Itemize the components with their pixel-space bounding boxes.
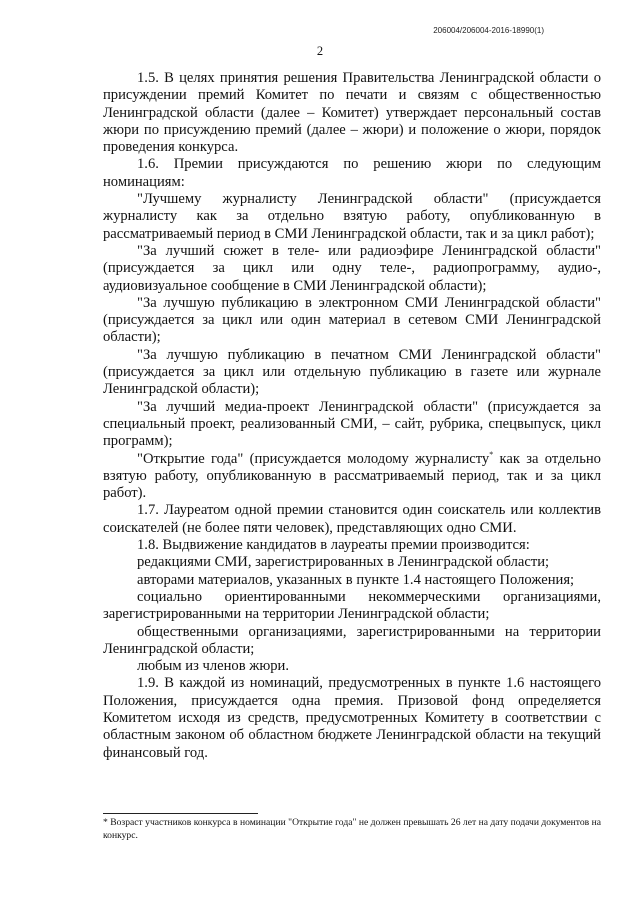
- document-body: [103, 70, 601, 762]
- document-id: 206004/206004-2016-18990(1): [433, 26, 544, 35]
- paragraph-1-5: 1.5. В целях принятия решения Правительства Ленинградской области о присуждении премий Комитет по печати и связям с общественностью Ленинградской области (далее – Комитет) утверждает персональный состав жюри по присуждению премий (далее – жюри) и положение о жюри, порядок проведения конкурса.: [103, 70, 601, 156]
- nomination-best-media-project: "За лучший медиа-проект Ленинградской области" (присуждается за специальный проект, реализованный СМИ, – сайт, рубрика, спецвыпуск, цикл программ);: [103, 398, 601, 450]
- discovery-text-after: как за отдельно взятую работу, опубликованную в рассматриваемый период, так и за цикл работ).: [103, 450, 601, 502]
- nominator-public-organizations: общественными организациями, зарегистрированными на территории Ленинградской области;: [103, 623, 601, 657]
- discovery-text-before: "Открытие года" (присуждается молодому журналисту: [137, 450, 490, 467]
- nominator-jury-member: любым из членов жюри.: [137, 658, 290, 675]
- nomination-discovery-of-year: [103, 451, 601, 503]
- paragraph-1-8: 1.8. Выдвижение кандидатов в лауреаты премии производится:: [137, 537, 530, 554]
- page-number: 2: [316, 44, 324, 58]
- nomination-best-online-publication: "За лучшую публикацию в электронном СМИ Ленинградской области" (присуждается за цикл или один материал в сетевом СМИ Ленинградской области);: [103, 294, 601, 346]
- footnote-text: Возраст участников конкурса в номинации "Открытие года" не должен превышать 26 лет на дату подачи документов на конкурс.: [103, 817, 601, 841]
- footnote-mark: *: [103, 817, 108, 828]
- footnote-marker: *: [489, 449, 494, 459]
- paragraph-1-6: 1.6. Премии присуждаются по решению жюри по следующим номинациям:: [103, 156, 601, 190]
- nominator-nonprofits: социально ориентированными некоммерческими организациями, зарегистрированными на территории Ленинградской области;: [103, 588, 601, 623]
- nomination-best-print-publication: "За лучшую публикацию в печатном СМИ Ленинградской области" (присуждается за цикл или отдельную публикацию в газете или журнале Ленинградской области);: [103, 346, 601, 398]
- footnote: [103, 816, 601, 842]
- nomination-best-journalist: "Лучшему журналисту Ленинградской области" (присуждается журналисту как за отдельно взятую работу, опубликованную в рассматриваемый период в СМИ Ленинградской области, так и за цикл работ);: [103, 191, 601, 242]
- nomination-best-broadcast: "За лучший сюжет в теле- или радиоэфире Ленинградской области" (присуждается за цикл или одну теле-, радиопрограмму, аудио-, аудиовизуальное сообщение в СМИ Ленинградской области);: [103, 242, 601, 294]
- nominator-media-editorial: редакциями СМИ, зарегистрированных в Ленинградской области;: [137, 554, 550, 571]
- nominator-authors: авторами материалов, указанных в пункте 1.4 настоящего Положения;: [137, 571, 575, 588]
- paragraph-1-9: 1.9. В каждой из номинаций, предусмотренных в пункте 1.6 настоящего Положения, присуждается одна премия. Призовой фонд определяется Комитетом исходя из средств, предусмотренных Комитету в соответствии с областным законом об областном бюджете Ленинградской области на текущий финансовый год.: [103, 675, 601, 761]
- footnote-divider: [103, 813, 258, 814]
- paragraph-1-7: 1.7. Лауреатом одной премии становится один соискатель или коллектив соискателей (не более пяти человек), представляющих одно СМИ.: [103, 502, 601, 536]
